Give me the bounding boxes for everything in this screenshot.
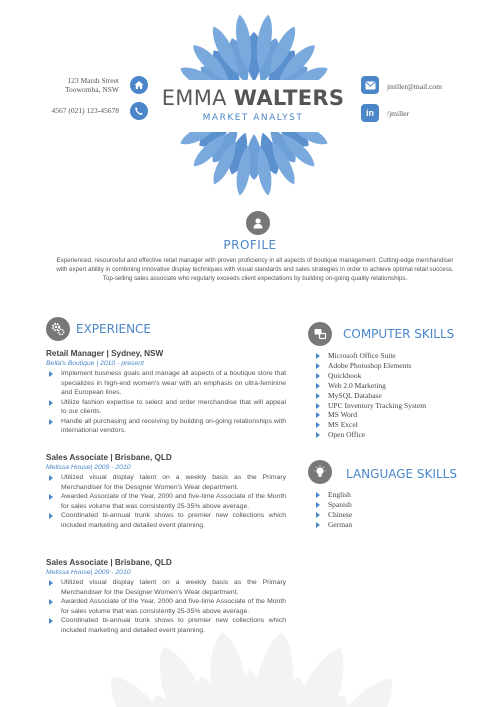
- computer-skills-list: [314, 351, 426, 440]
- list-item: MS Excel: [314, 420, 426, 430]
- computer-skills-heading: COMPUTER SKILLS: [343, 327, 455, 341]
- name-last: WALTERS: [233, 86, 345, 110]
- list-item: Quickbook: [314, 371, 426, 381]
- flower-petal: [248, 630, 300, 707]
- list-item: German: [314, 520, 352, 530]
- name-first: EMMA: [161, 86, 227, 110]
- flower-petal: [204, 630, 254, 707]
- job-company: Melissa House| 2009 - 2010: [46, 569, 131, 576]
- list-item: Implement business goals and manage all aspects of a boutique store that specializes in high-end women's wear with an emphasis on ultra-feminine and European lines.: [46, 369, 286, 398]
- email-link[interactable]: jmiller@mail.com: [387, 82, 443, 91]
- list-item: Coordinated bi-annual trunk shows to premier new collections which included marketing and detailed event planning.: [46, 511, 286, 530]
- job-position: Sales Associate | Brisbane, QLD: [46, 453, 172, 462]
- list-item: MySQL Database: [314, 391, 426, 401]
- list-item: Spanish: [314, 500, 352, 510]
- flower-petal: [238, 671, 321, 707]
- list-item: Awarded Associate of the Year, 2000 and five-time Associate of the Month for sales volume that was consistently 25-35% above average.: [46, 597, 286, 616]
- candidate-name: [158, 86, 348, 110]
- list-item: Adobe Photoshop Elements: [314, 361, 426, 371]
- job-duties: [46, 473, 286, 530]
- linkedin-link[interactable]: /jmiller: [387, 109, 410, 118]
- person-icon: [246, 211, 270, 235]
- job-company: Melissa House| 2009 - 2010: [46, 464, 131, 471]
- name-block: [158, 80, 348, 132]
- list-item: Open Office: [314, 430, 426, 440]
- list-item: Web 2.0 Marketing: [314, 381, 426, 391]
- job-company: Bella's Boutique | 2010 - present: [46, 360, 144, 367]
- list-item: Utilize fashion expertise to select and order merchandise that will appeal to our clients.: [46, 398, 286, 417]
- job-entry: [46, 452, 286, 530]
- flower-petal: [277, 641, 356, 707]
- job-title: MARKET ANALYST: [202, 113, 304, 123]
- list-item: Microsoft Office Suite: [314, 351, 426, 361]
- language-skills-heading: LANGUAGE SKILLS: [346, 467, 457, 481]
- address: [65, 76, 119, 94]
- linkedin-icon: in: [361, 104, 379, 122]
- address-line-1: 123 Marsh Street: [67, 76, 119, 85]
- job-entry: [46, 348, 286, 436]
- job-position: Sales Associate | Brisbane, QLD: [46, 558, 172, 567]
- language-skills-list: [314, 490, 352, 530]
- phone-number: 4567 (021) 123-45678: [51, 106, 119, 115]
- job-entry: [46, 557, 286, 635]
- list-item: Chinese: [314, 510, 352, 520]
- job-duties: [46, 578, 286, 635]
- list-item: Handle all purchasing and receiving by building on-going relationships with international vendors.: [46, 417, 286, 436]
- profile-summary: Experienced, resourceful and effective retail manager with proven proficiency in all aspects of boutique management. Cutting-edge merchandiser with expert ability in combining innovative display techniques with visual standards and sales strategies in order to achieve optimal retail success. Top-selling sales associate who regularly exceeds client expectations by building on-going quality relationships.: [56, 257, 454, 282]
- flower-petal: [250, 684, 365, 707]
- computer-icon: [308, 322, 332, 346]
- profile-heading: PROFILE: [223, 238, 277, 252]
- list-item: Utilized visual display talent on a weekly basis as the Primary Merchandiser for the Designer Women's Wear department.: [46, 578, 286, 597]
- list-item: UPC Inventory Tracking System: [314, 401, 426, 411]
- flower-petal: [227, 670, 273, 707]
- flower-petal: [148, 640, 226, 707]
- gears-icon: [46, 317, 70, 341]
- home-icon: [130, 76, 148, 94]
- flower-petal: [135, 684, 250, 707]
- list-item: English: [314, 490, 352, 500]
- list-item: Coordinated bi-annual trunk shows to premier new collections which included marketing and detailed event planning.: [46, 616, 286, 635]
- flower-petal: [98, 666, 198, 707]
- list-item: Utilized visual display talent on a weekly basis as the Primary Merchandiser for the Designer Women's Wear department.: [46, 473, 286, 492]
- lightbulb-icon: [308, 460, 332, 484]
- flower-petal: [304, 668, 406, 707]
- experience-heading: EXPERIENCE: [76, 322, 152, 336]
- list-item: MS Word: [314, 410, 426, 420]
- job-duties: [46, 369, 286, 436]
- flower-petal: [179, 671, 262, 707]
- list-item: Awarded Associate of the Year, 2000 and five-time Associate of the Month for sales volume that was consistently 25-35% above average.: [46, 492, 286, 511]
- phone-icon: [130, 102, 148, 120]
- job-position: Retail Manager | Sydney, NSW: [46, 349, 164, 358]
- address-line-2: Toowomba, NSW: [64, 85, 119, 94]
- mail-icon: [361, 76, 379, 94]
